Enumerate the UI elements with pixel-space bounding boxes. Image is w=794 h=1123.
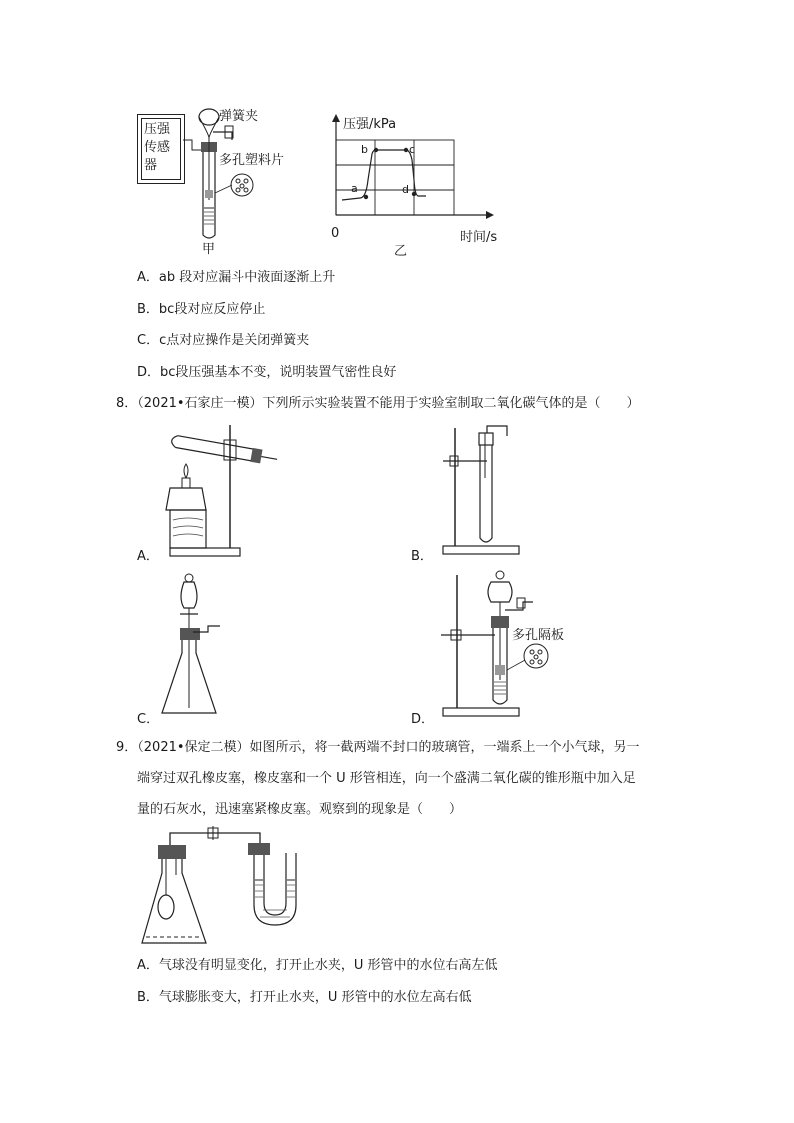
q9-apparatus <box>138 825 313 950</box>
q9-stem-line: 9．（2021•保定二模）如图所示，将一截两端不封口的玻璃管，一端系上一个小气球，另一 <box>116 740 640 755</box>
q8-label-c: C． <box>137 712 160 727</box>
sensor-label-line: 传感 <box>144 140 171 155</box>
point-b-marker <box>374 148 378 152</box>
sensor-label <box>144 121 170 175</box>
q8-label-b: B． <box>411 549 433 564</box>
q8-apparatus-b <box>435 418 535 558</box>
q8-stem: 8．（2021•石家庄一模）下列所示实验装置不能用于实验室制取二氧化碳气体的是（ ） <box>116 396 640 411</box>
q8-apparatus-a <box>160 420 280 560</box>
spring-clip-label: 弹簧夹 <box>219 109 259 124</box>
caption-yi: 乙 <box>394 244 408 259</box>
q8-label-d: D． <box>411 712 435 727</box>
sensor-label-line: 压强 <box>144 122 171 137</box>
point-c-marker <box>404 148 408 152</box>
porous-plate-label: 多孔塑料片 <box>219 153 285 168</box>
point-b-label: b <box>361 143 368 156</box>
q8-apparatus-c <box>160 568 260 718</box>
point-d-marker <box>412 192 416 196</box>
graph-origin: 0 <box>331 226 340 241</box>
q9-stem-line: 量的石灰水，迅速塞紧橡皮塞。观察到的现象是（ ） <box>137 802 463 817</box>
q7-option-d: D．bc段压强基本不变，说明装置气密性良好 <box>137 365 397 380</box>
porous-partition-label: 多孔隔板 <box>512 628 565 643</box>
pressure-sensor-box <box>137 114 185 184</box>
sensor-label-line: 器 <box>144 158 158 173</box>
graph-x-label: 时间/s <box>460 230 498 245</box>
q9-option-a: A．气球没有明显变化，打开止水夹，U 形管中的水位右高左低 <box>137 958 498 973</box>
q7-option-b: B．bc段对应反应停止 <box>137 302 266 317</box>
graph-grid <box>336 140 454 215</box>
q7-option-c: C．c点对应操作是关闭弹簧夹 <box>137 333 310 348</box>
q9-stem-line: 端穿过双孔橡皮塞，橡皮塞和一个 U 形管相连，向一个盛满二氧化碳的锥形瓶中加入足 <box>137 771 636 786</box>
q9-option-b: B．气球膨胀变大，打开止水夹，U 形管中的水位左高右低 <box>137 990 472 1005</box>
graph-y-label: 压强/kPa <box>343 117 397 132</box>
q8-apparatus-d <box>435 570 575 720</box>
point-a-label: a <box>351 182 358 195</box>
point-a-marker <box>364 195 368 199</box>
caption-jia: 甲 <box>202 242 216 257</box>
point-c-label: c <box>409 143 416 156</box>
q8-label-a: A． <box>137 549 159 564</box>
point-d-label: d <box>402 183 409 196</box>
q7-option-a: A．ab 段对应漏斗中液面逐渐上升 <box>137 270 336 285</box>
